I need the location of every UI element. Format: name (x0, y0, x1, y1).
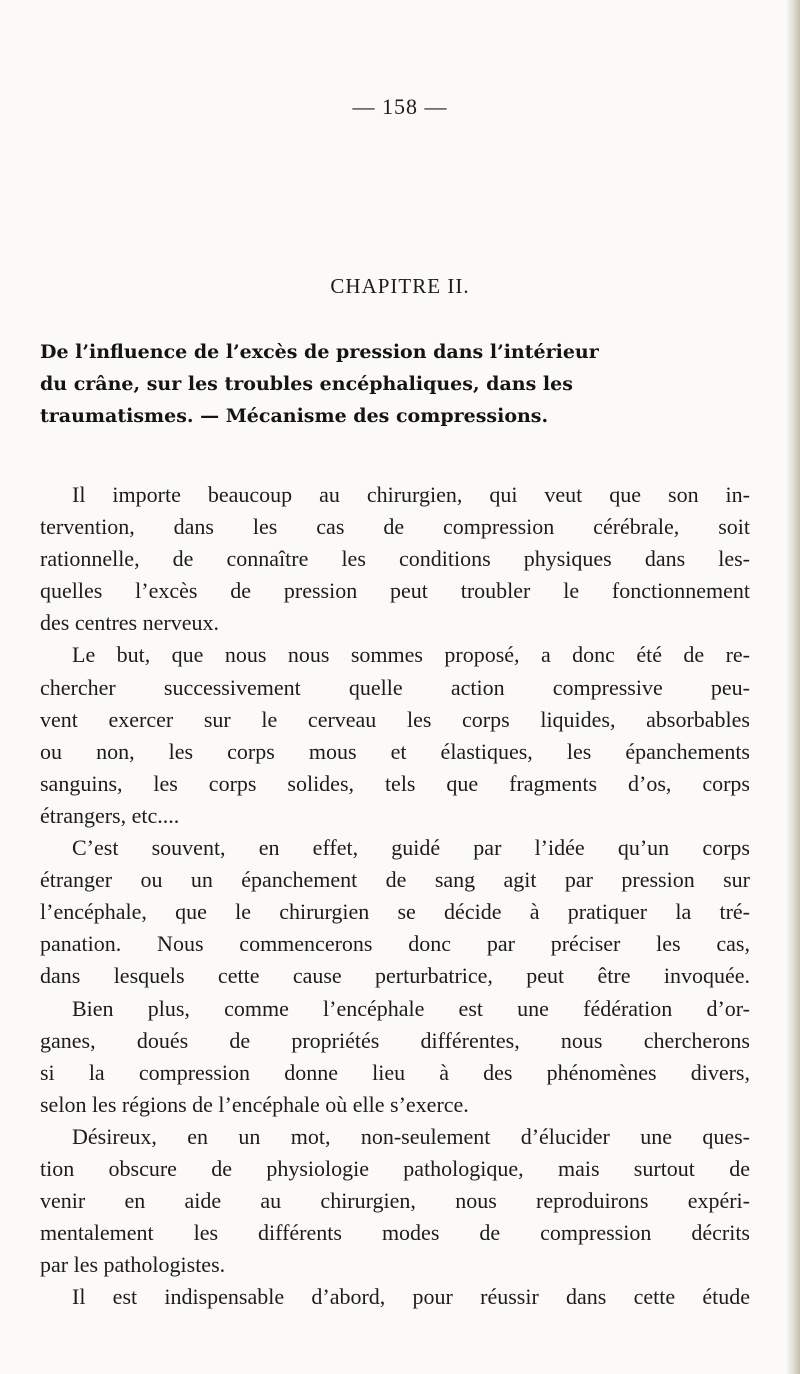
heading-line: traumatismes. — Mécanisme des compressions. (40, 405, 549, 427)
body-line: ganes, doués de propriétés différentes, nous chercherons (40, 1027, 750, 1053)
page-edge-shadow (786, 0, 800, 1374)
body-line: par les pathologistes. (40, 1252, 226, 1278)
body-line: selon les régions de l’encéphale où elle s’exerce. (40, 1091, 469, 1117)
body-line: quelles l’excès de pression peut troubler le fonctionnement (40, 578, 750, 604)
body-line: vent exercer sur le cerveau les corps liquides, absorbables (40, 706, 750, 732)
body-line: tervention, dans les cas de compression cérébrale, soit (40, 514, 750, 540)
body-line: rationnelle, de connaître les conditions physiques dans les- (40, 546, 750, 572)
body-line: mentalement les différents modes de compression décrits (40, 1220, 750, 1246)
body-line: Le but, que nous nous sommes proposé, a donc été de re- (72, 642, 750, 668)
body-line: Bien plus, comme l’encéphale est une fédération d’or- (72, 995, 750, 1021)
body-line: étrangers, etc.... (40, 802, 180, 828)
body-line: tion obscure de physiologie pathologique, mais surtout de (40, 1155, 750, 1181)
section-heading (40, 336, 745, 432)
page-number: — 158 — (352, 94, 448, 119)
body-line: étranger ou un épanchement de sang agit par pression sur (40, 867, 750, 893)
body-line: Il importe beaucoup au chirurgien, qui veut que son in- (72, 482, 750, 507)
heading-line: De l’influence de l’excès de pression dans l’intérieur (40, 341, 599, 363)
body-line: Désireux, en un mot, non-seulement d’élucider une ques- (72, 1123, 750, 1149)
body-line: chercher successivement quelle action compressive peu- (40, 674, 750, 700)
body-line: dans lesquels cette cause perturbatrice, peut être invoquée. (40, 963, 750, 989)
body-line: des centres nerveux. (40, 610, 219, 636)
heading-line: du crâne, sur les troubles encéphaliques, dans les (40, 373, 573, 395)
body-line: sanguins, les corps solides, tels que fragments d’os, corps (40, 770, 750, 796)
body-line: l’encéphale, que le chirurgien se décide à pratiquer la tré- (40, 899, 750, 925)
chapter-title: CHAPITRE II. (330, 274, 470, 298)
body-line: ou non, les corps mous et élastiques, les épanchements (40, 738, 750, 764)
body-text (40, 479, 750, 1313)
body-line: Il est indispensable d’abord, pour réussir dans cette étude (72, 1284, 750, 1310)
body-line: venir en aide au chirurgien, nous reproduirons expéri- (40, 1188, 750, 1214)
body-line: C’est souvent, en effet, guidé par l’idée qu’un corps (72, 835, 750, 861)
body-line: panation. Nous commencerons donc par préciser les cas, (40, 931, 750, 957)
body-line: si la compression donne lieu à des phénomènes divers, (40, 1059, 750, 1085)
